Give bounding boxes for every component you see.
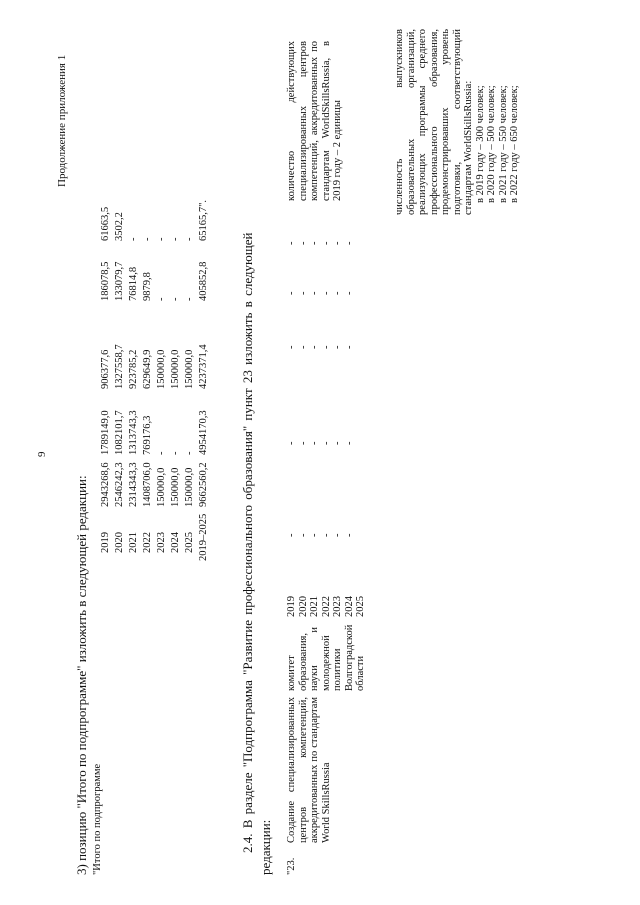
page-number: 9 [36, 451, 48, 457]
dash-column-1: - - - - - - [286, 533, 355, 537]
subprogram-total-table [99, 183, 211, 561]
total-row-label: "Итого по подпрограмме [92, 763, 103, 875]
dash-column-3: - - - - - - [286, 345, 355, 349]
years-list: 2019 2020 2021 2022 2023 2024 2025 [286, 596, 366, 617]
table-row: 2024 150000,0 - 150000,0 - - [170, 237, 181, 553]
measure-text: Создание специализированных центров компетенций, аккредитованных по стандартам World SkillsRussia [286, 697, 332, 843]
indicator-graduates: численность выпускников образовательных организаций, реализующих программы среднего профессионального образования, продемонстрировавших уровень подготовки, соответствующий стандартам WorldSkillsRussia: в 2019 году – 300 человек; в 2020 году – 500 человек; в 2021 году – 550 человек; в 2022 году – 650 человек; [394, 29, 520, 215]
table-row: 2025 150000,0 - 150000,0 - - [184, 237, 195, 553]
table-row: 2019 2943268,6 1789149,0 906377,6 186078,5 61663,5 [100, 206, 111, 553]
section-heading: 2.4. В разделе "Подпрограмма "Развитие профессионального образования" пункт 23 изложить в следующей [240, 232, 255, 853]
section-heading-continued: редакции: [258, 819, 273, 875]
executor-text: комитет образования, науки и молодежной политики Волгоградской области [286, 624, 366, 691]
indicator-centers-count: количество действующих специализированных центров компетенций, аккредитованных по стандартам WorldSkillsRussia, в 2019 году – 2 единицы [286, 41, 343, 201]
item3-heading: 3) позицию "Итого по подпрограмме" изложить в следующей редакции: [74, 475, 89, 875]
table-row: 2023 150000,0 - 150000,0 - - [156, 237, 167, 553]
table-row: 2022 1408706,0 769176,3 629649,9 9879,8 - [142, 237, 153, 553]
table-row-total: 2019–2025 9662560,2 4954170,3 4237371,4 405852,8 65165,7". [198, 199, 209, 561]
dash-column-2: - - - - - - [286, 441, 355, 445]
table-row: 2020 2546242,3 1082101,7 1327558,7 133079,7 3502,2 [114, 212, 125, 553]
dash-column-5: - - - - - - [286, 241, 355, 245]
continuation-label: Продолжение приложения 1 [56, 54, 68, 187]
item-number: "23. [286, 857, 297, 875]
table-row: 2021 2314343,3 1313743,3 923785,2 76814,8 - [128, 237, 139, 553]
dash-column-4: - - - - - - [286, 291, 355, 295]
